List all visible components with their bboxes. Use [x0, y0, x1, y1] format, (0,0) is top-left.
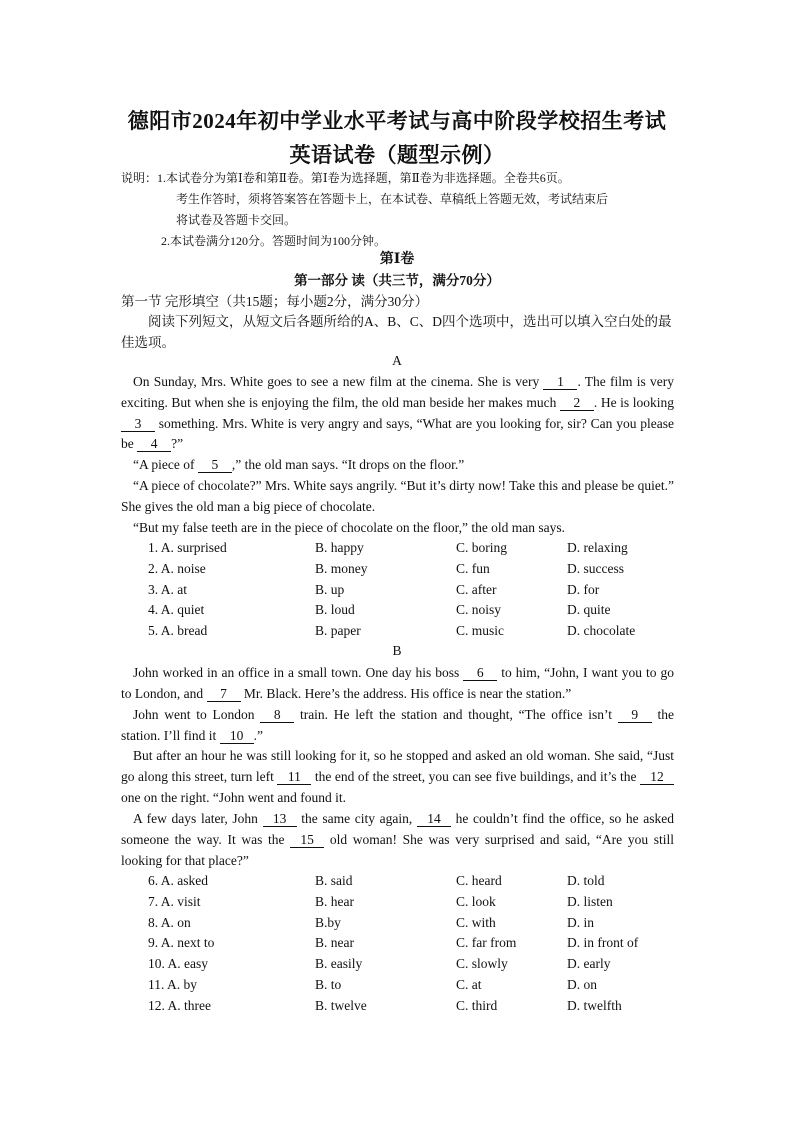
note-line-3: 将试卷及答题卡交回。	[176, 213, 297, 227]
option-choice: 1. A. surprised	[148, 540, 227, 555]
option-choice: D. quite	[567, 602, 611, 618]
option-row	[148, 580, 688, 601]
option-choice: D. listen	[567, 893, 613, 909]
blank-15: 15	[290, 833, 324, 848]
blank-6: 6	[463, 666, 497, 681]
option-choice: C. slowly	[456, 956, 508, 972]
option-choice: D. twelfth	[567, 997, 622, 1013]
option-choice: B. happy	[315, 540, 364, 555]
option-choice: 6. A. asked	[148, 873, 208, 888]
option-choice: 2. A. noise	[148, 560, 206, 576]
option-choice: C. at	[456, 976, 482, 992]
passage-text: one on the right. “John went and found it.	[121, 789, 346, 805]
passage-text: he couldn’t find the office, so he asked someone the way. It was the	[121, 811, 674, 847]
option-choice: 9. A. next to	[148, 935, 215, 951]
passage-text: .”	[253, 727, 263, 743]
passage-text: A few days later, John	[133, 811, 263, 826]
note-line-4: 2.本试卷满分120分。答题时间为100分钟。	[161, 234, 387, 248]
option-row	[148, 913, 688, 934]
passage-a-paragraph-1	[121, 372, 674, 455]
exam-subtitle: 英语试卷（题型示例）	[289, 143, 505, 167]
option-row	[148, 975, 688, 996]
option-row	[148, 871, 688, 892]
option-choice: 3. A. at	[148, 581, 187, 597]
option-choice: D. success	[567, 560, 624, 576]
blank-11: 11	[277, 770, 311, 785]
blank-8: 8	[260, 708, 294, 723]
passage-b-label: B	[392, 643, 402, 658]
passage-text: . He is looking	[593, 394, 674, 410]
passage-text: . The film is very exciting. But when she is enjoying the film, the old man beside her makes much	[121, 374, 674, 410]
blank-9: 9	[618, 708, 652, 723]
passage-b-paragraph-2	[121, 705, 674, 747]
option-choice: B. easily	[315, 956, 363, 972]
option-choice: C. third	[456, 997, 498, 1013]
option-choice: C. with	[456, 914, 496, 930]
passage-text: the same city again,	[296, 811, 417, 826]
passage-text: train. He left the station and thought, “The office isn’t	[294, 707, 618, 722]
option-row	[148, 933, 688, 954]
option-choice: C. far from	[456, 935, 517, 951]
blank-1: 1	[543, 375, 577, 390]
section-title: 第一节 完形填空（共15题；每小题2分，满分30分）	[121, 294, 429, 309]
option-choice: D. early	[567, 956, 611, 972]
passage-text: the station. I’ll find it	[121, 707, 674, 743]
passage-a-label: A	[392, 353, 402, 368]
exam-notes	[121, 168, 681, 252]
options-a	[148, 538, 688, 642]
option-choice: B.by	[315, 914, 341, 930]
option-choice: C. boring	[456, 540, 508, 555]
passage-text: old woman! She was very surprised and said, “Are you still looking for that place?”	[121, 831, 674, 868]
passage-text: Mr. Black. Here’s the address. His office is near the station.”	[240, 685, 572, 701]
passage-text: “A piece of	[133, 457, 198, 472]
option-choice: 7. A. visit	[148, 893, 201, 909]
blank-7: 7	[207, 687, 241, 702]
passage-text: ?”	[171, 436, 184, 452]
option-choice: B. up	[315, 581, 345, 597]
option-choice: C. look	[456, 893, 496, 909]
passage-text: the end of the street, you can see five buildings, and it’s the	[311, 768, 640, 784]
passage-text: John worked in an office in a small town. One day his boss	[133, 665, 464, 680]
option-choice: C. heard	[456, 873, 502, 888]
blank-12: 12	[640, 770, 674, 785]
option-choice: 8. A. on	[148, 914, 191, 930]
option-choice: 5. A. bread	[148, 623, 208, 639]
blank-13: 13	[263, 812, 297, 827]
passage-text: something. Mrs. White is very angry and says, “What are you looking for, sir? Can you please be	[121, 415, 674, 452]
option-choice: B. hear	[315, 893, 354, 909]
option-choice: 11. A. by	[148, 976, 198, 992]
passage-a-paragraph-4: “But my false teeth are in the piece of chocolate on the floor,” the old man says.	[133, 520, 566, 535]
blank-14: 14	[417, 812, 451, 827]
passage-a-paragraph-3: “A piece of chocolate?” Mrs. White says angrily. “But it’s dirty now! Take this and please be quiet.” She gives the old man a big piece of chocolate.	[121, 478, 674, 514]
option-row	[148, 600, 688, 621]
blank-3: 3	[121, 417, 155, 432]
passage-text: But after an hour he was still looking for it, so he stopped and asked an old woman. She said, “Just go along this street, turn left	[121, 748, 674, 784]
option-row	[148, 538, 688, 559]
option-choice: D. relaxing	[567, 540, 628, 555]
option-choice: D. told	[567, 873, 605, 888]
instructions: 阅读下列短文，从短文后各题所给的A、B、C、D四个选项中，选出可以填入空白处的最佳选项。	[121, 314, 672, 350]
option-choice: B. loud	[315, 602, 355, 618]
passage-text: ,” the old man says. “It drops on the floor.”	[231, 457, 465, 472]
option-choice: 4. A. quiet	[148, 602, 205, 618]
option-choice: B. to	[315, 976, 342, 992]
passage-b-paragraph-4	[121, 809, 674, 871]
passage-text: On Sunday, Mrs. White goes to see a new film at the cinema. She is very	[133, 374, 544, 389]
option-choice: 10. A. easy	[148, 956, 208, 972]
option-choice: C. noisy	[456, 602, 502, 618]
option-row	[148, 954, 688, 975]
option-choice: D. in front of	[567, 935, 639, 951]
note-line-1: 1.本试卷分为第Ⅰ卷和第Ⅱ卷。第Ⅰ卷为选择题，第Ⅱ卷为非选择题。全卷共6页。	[157, 171, 570, 185]
option-choice: 12. A. three	[148, 997, 211, 1013]
passage-a-paragraph-2	[121, 455, 674, 476]
passage-b-paragraph-1	[121, 663, 674, 705]
option-choice: D. chocolate	[567, 623, 636, 639]
option-choice: B. said	[315, 873, 353, 888]
option-row	[148, 996, 688, 1017]
volume-title: 第Ⅰ卷	[379, 252, 415, 267]
blank-5: 5	[198, 458, 232, 473]
option-choice: D. for	[567, 581, 600, 597]
options-b	[148, 871, 688, 1017]
blank-10: 10	[220, 729, 254, 744]
option-row	[148, 621, 688, 642]
option-choice: C. music	[456, 623, 505, 639]
blank-2: 2	[560, 396, 594, 411]
option-row	[148, 892, 688, 913]
option-choice: B. twelve	[315, 997, 367, 1013]
option-choice: C. fun	[456, 560, 490, 576]
blank-4: 4	[137, 437, 171, 452]
option-choice: D. on	[567, 976, 597, 992]
exam-title: 德阳市2024年初中学业水平考试与高中阶段学校招生考试	[127, 109, 667, 133]
option-choice: B. money	[315, 560, 368, 576]
note-line-2: 考生作答时，须将答案答在答题卡上，在本试卷、草稿纸上答题无效，考试结束后	[176, 192, 609, 206]
part-title: 第一部分 读（共三节，满分70分）	[294, 273, 500, 288]
option-choice: D. in	[567, 914, 594, 930]
option-choice: B. near	[315, 935, 354, 951]
passage-b-paragraph-3	[121, 746, 674, 808]
option-choice: C. after	[456, 581, 497, 597]
passage-text: to him, “John, I want you to go to London, and	[121, 665, 674, 701]
option-row	[148, 559, 688, 580]
notes-label: 说明：	[121, 171, 158, 185]
option-choice: B. paper	[315, 623, 361, 639]
passage-text: John went to London	[133, 707, 261, 722]
